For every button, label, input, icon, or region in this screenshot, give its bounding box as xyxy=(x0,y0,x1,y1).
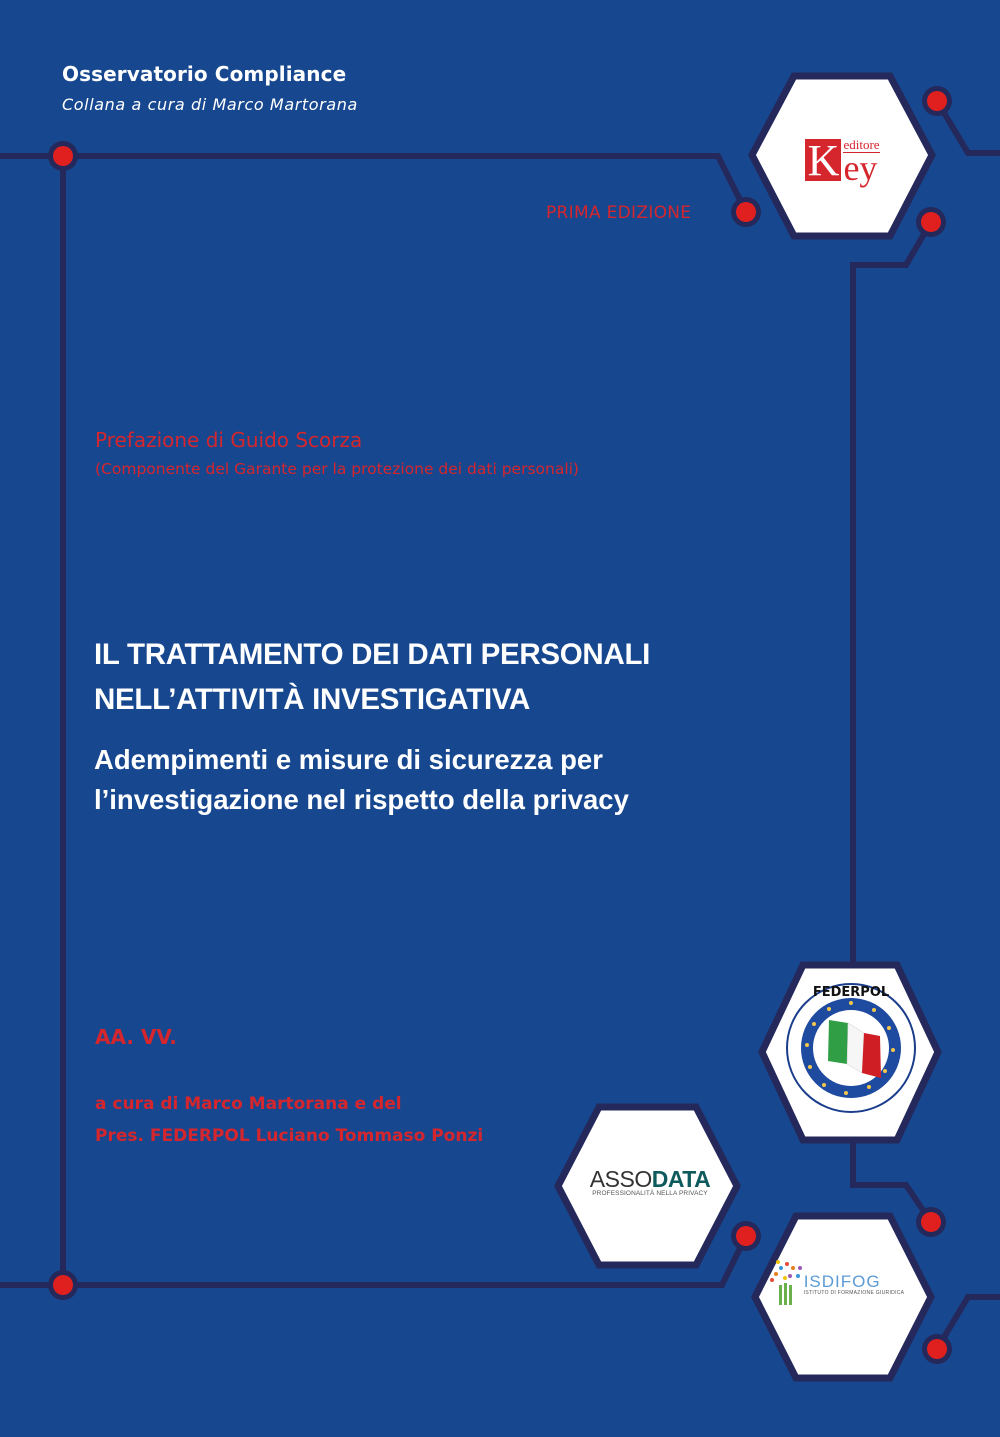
book-subtitle xyxy=(94,740,629,820)
circuit-line-right-lower xyxy=(853,1140,931,1222)
authors-label: AA. VV. xyxy=(95,1025,177,1049)
key-letter-box: K xyxy=(805,139,841,181)
key-ey-label: ey xyxy=(843,147,878,188)
assodata-tagline: PROFESSIONALITÀ NELLA PRIVACY xyxy=(592,1190,708,1197)
edition-label: PRIMA EDIZIONE xyxy=(546,203,692,223)
preface-author-role: (Componente del Garante per la protezione dei dati personali) xyxy=(95,460,579,478)
curators-line-1: a cura di Marco Martorana e del xyxy=(95,1094,402,1114)
publisher-logo-key-editore xyxy=(795,130,890,190)
isdifog-tagline: ISTITUTO DI FORMAZIONE GIURIDICA xyxy=(803,1290,905,1296)
key-editore-label: editore xyxy=(843,136,880,152)
assodata-name-bold: DATA xyxy=(651,1166,711,1192)
series-title: Osservatorio Compliance xyxy=(62,62,347,86)
assodata-logo xyxy=(580,1168,720,1197)
assodata-name-light: ASSO xyxy=(589,1166,652,1192)
isdifog-logo xyxy=(772,1262,912,1308)
book-title xyxy=(94,632,650,722)
series-subtitle: Collana a cura di Marco Martorana xyxy=(62,95,358,114)
isdifog-name: ISDIFOG xyxy=(803,1272,881,1291)
book-title-line-2: NELL’ATTIVITÀ INVESTIGATIVA xyxy=(94,683,531,716)
curators-line-2: Pres. FEDERPOL Luciano Tommaso Ponzi xyxy=(95,1126,484,1146)
federpol-emblem xyxy=(787,984,915,1112)
circuit-line-right xyxy=(853,222,931,965)
circuit-dots xyxy=(48,86,952,1364)
curators xyxy=(95,1088,483,1152)
svg-text:FEDERPOL: FEDERPOL xyxy=(812,985,890,1000)
book-title-line-1: IL TRATTAMENTO DEI DATI PERSONALI xyxy=(94,638,651,671)
book-subtitle-line-1: Adempimenti e misure di sicurezza per xyxy=(94,744,603,775)
preface-author: Prefazione di Guido Scorza xyxy=(95,428,363,452)
book-subtitle-line-2: l’investigazione nel rispetto della privacy xyxy=(94,784,629,815)
